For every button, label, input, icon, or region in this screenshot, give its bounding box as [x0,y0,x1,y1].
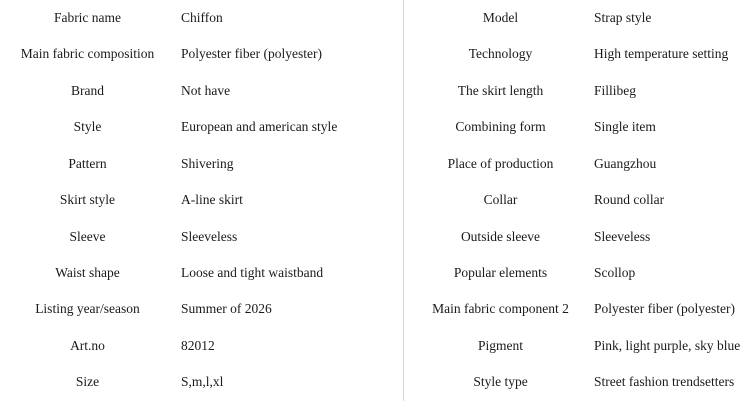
attribute-label: Popular elements [453,264,548,280]
attribute-value: Loose and tight waistband [181,264,324,280]
attribute-value: 82012 [181,337,215,353]
column-divider [394,0,413,401]
table-row [0,36,754,72]
attribute-label: Style type [473,374,528,390]
attribute-label: Main fabric component 2 [432,301,569,317]
attribute-label: Technology [468,46,533,62]
attribute-value: Round collar [594,192,665,208]
attribute-label: Size [75,374,100,390]
attribute-value: Pink, light purple, sky blue [594,337,741,353]
attribute-value: Single item [594,119,656,135]
table-row [0,292,754,328]
table-row [0,182,754,218]
table-row [0,328,754,364]
attribute-value: Shivering [181,155,234,171]
attribute-label: Pattern [68,155,107,171]
attribute-value: European and american style [181,119,338,135]
attribute-value: Polyester fiber (polyester) [594,301,735,317]
attribute-value: Chiffon [181,9,223,25]
attribute-label: Pigment [477,337,523,353]
attribute-value: Not have [181,82,231,98]
attribute-value: High temperature setting [594,46,729,62]
table-row [0,255,754,291]
attribute-value: Strap style [594,9,652,25]
attribute-label: Outside sleeve [460,228,541,244]
attribute-label: The skirt length [457,82,544,98]
table-row [0,109,754,145]
attribute-label: Style [73,119,102,135]
attribute-label: Collar [483,192,518,208]
attribute-label: Listing year/season [35,301,140,317]
attribute-label: Model [482,9,519,25]
attribute-label: Brand [71,82,104,98]
attribute-label: Waist shape [55,264,120,280]
table-row [0,219,754,255]
attribute-label: Art.no [70,337,105,353]
attribute-label: Skirt style [59,192,116,208]
attribute-value: Polyester fiber (polyester) [181,46,322,62]
attribute-value: Scollop [594,264,636,280]
attribute-label: Fabric name [53,9,122,25]
divider-line [403,0,404,401]
attribute-label: Sleeve [69,228,106,244]
table-row [0,73,754,109]
attribute-value: Fillibeg [594,82,637,98]
attribute-value: Summer of 2026 [181,301,272,317]
table-row [0,0,754,36]
attribute-label: Combining form [455,119,546,135]
attribute-value: Guangzhou [594,155,657,171]
attribute-value: A-line skirt [181,192,243,208]
attribute-value: Sleeveless [181,228,238,244]
attribute-label: Place of production [447,155,554,171]
attribute-value: Sleeveless [594,228,651,244]
attribute-value: Street fashion trendsetters [594,374,735,390]
attribute-label: Main fabric composition [20,46,155,62]
table-row [0,146,754,182]
attribute-value: S,m,l,xl [181,374,224,390]
table-row [0,365,754,401]
